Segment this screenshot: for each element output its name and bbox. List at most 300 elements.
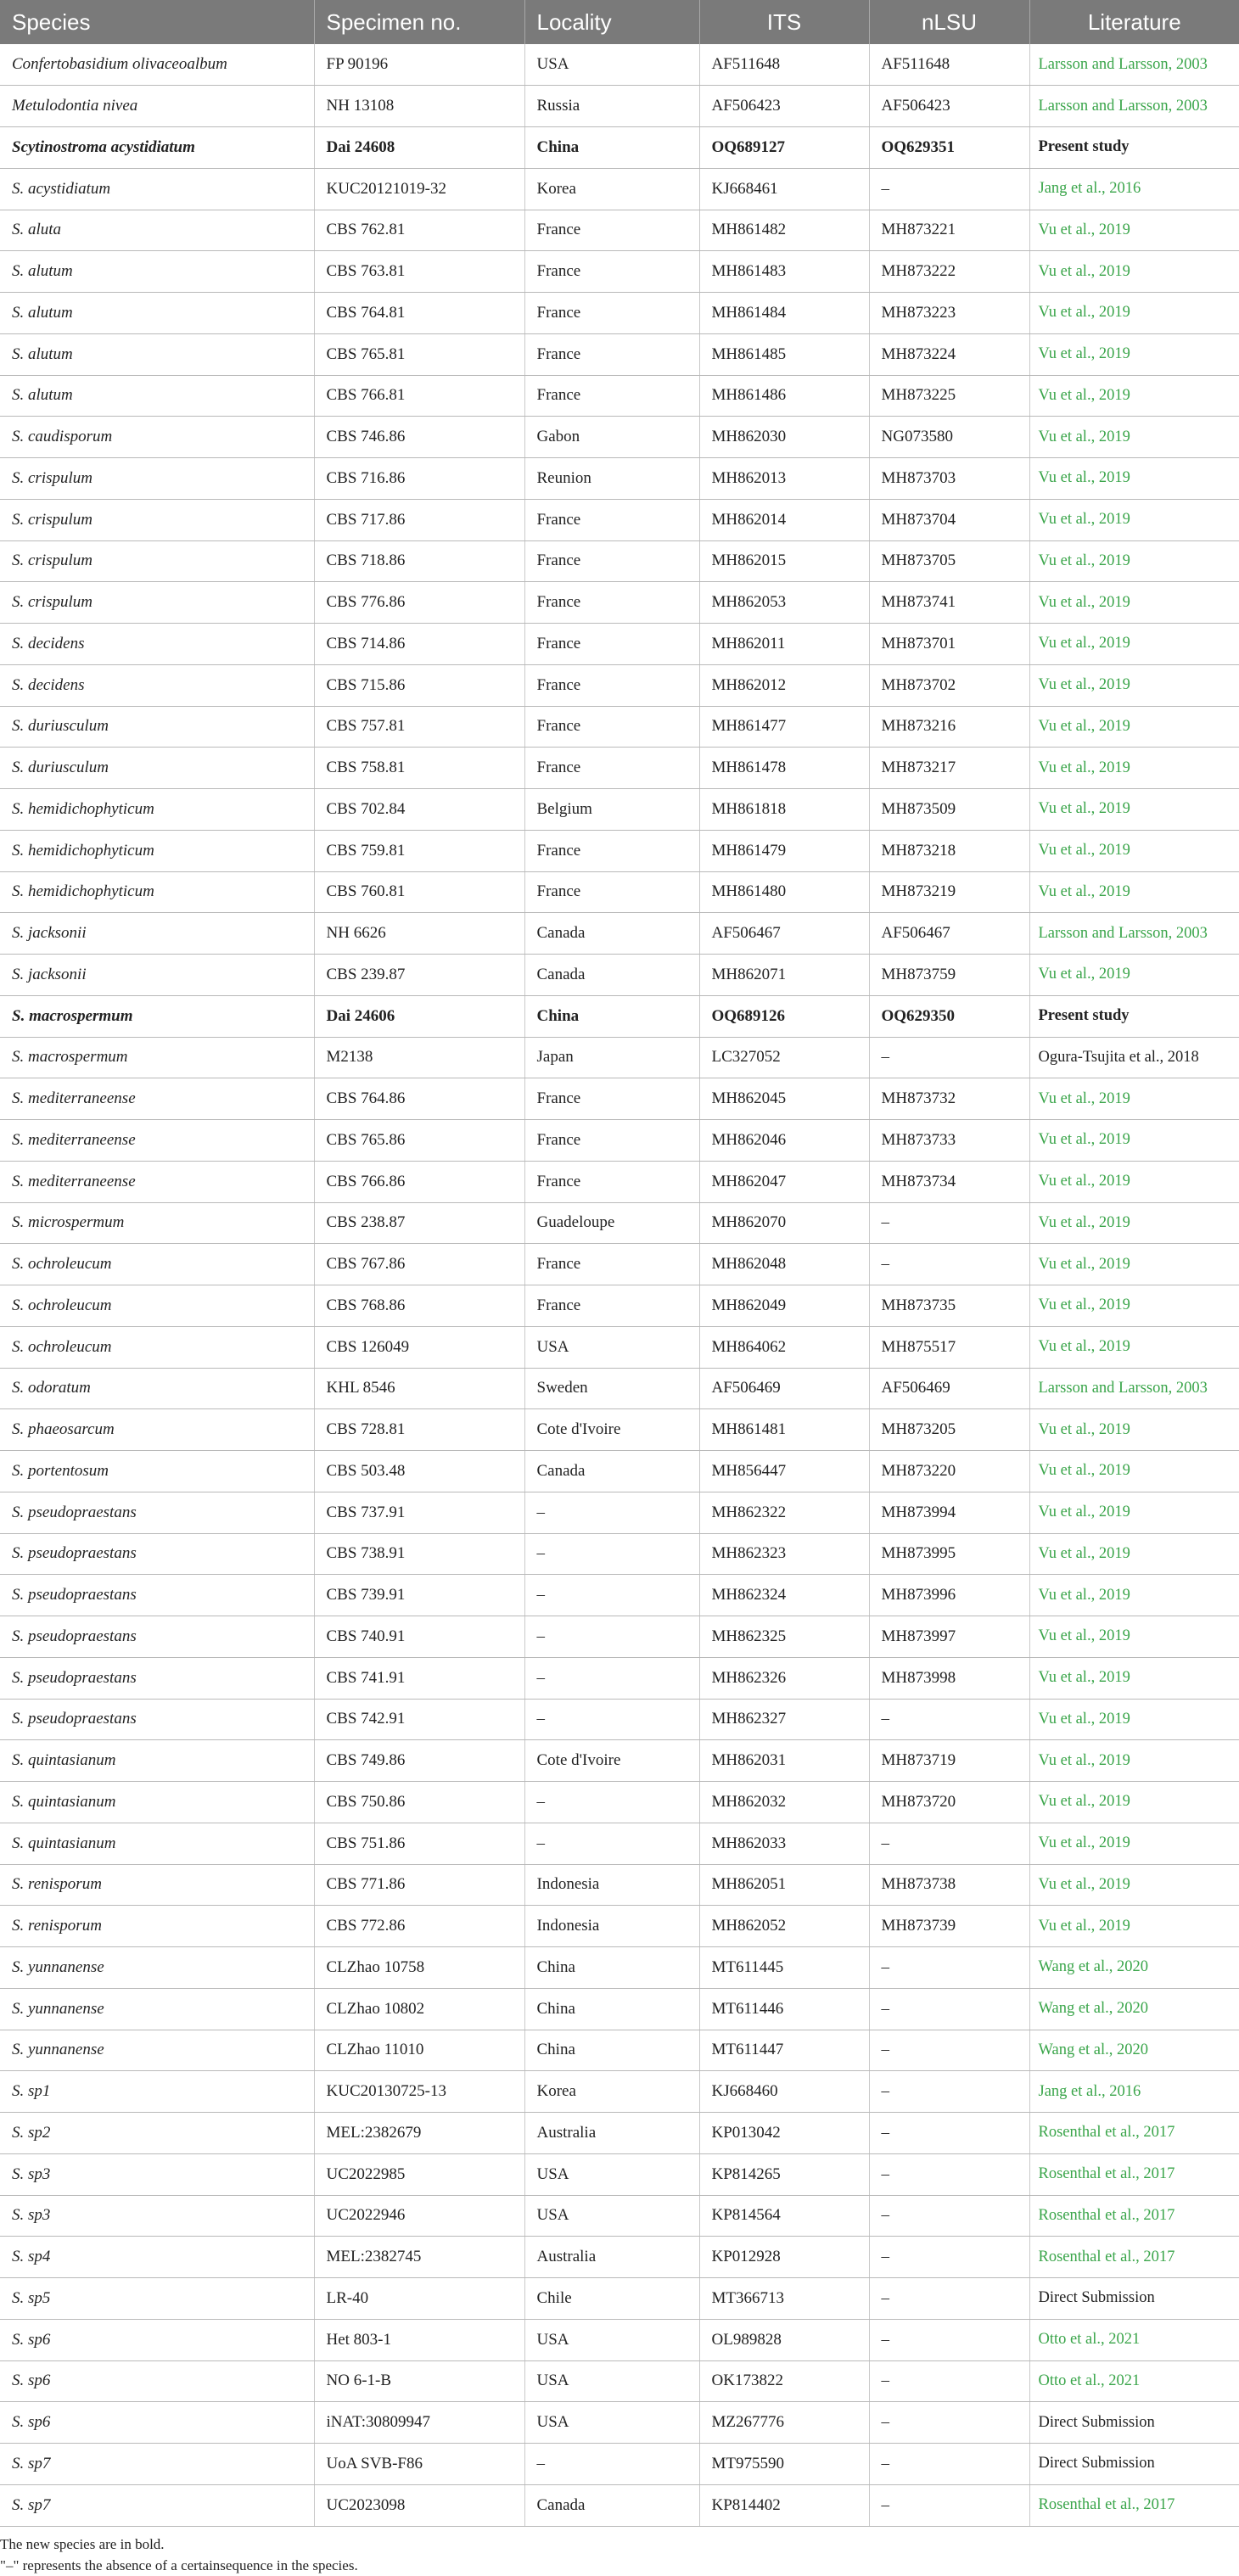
column-header-nlsu: nLSU bbox=[869, 0, 1029, 44]
cell-its: MH856447 bbox=[699, 1451, 869, 1492]
literature-link[interactable]: Vu et al., 2019 bbox=[1038, 1586, 1130, 1604]
cell-species: S. yunnanense bbox=[0, 2030, 314, 2071]
cell-specimen: CLZhao 11010 bbox=[314, 2030, 524, 2071]
cell-specimen: MEL:2382679 bbox=[314, 2113, 524, 2154]
cell-nlsu: MH873704 bbox=[869, 499, 1029, 540]
cell-its: MH861481 bbox=[699, 1409, 869, 1451]
cell-locality: France bbox=[524, 706, 699, 748]
cell-nlsu: MH873701 bbox=[869, 624, 1029, 665]
cell-species: S. sp4 bbox=[0, 2237, 314, 2278]
cell-species: S. renisporum bbox=[0, 1864, 314, 1906]
cell-literature bbox=[1029, 1244, 1239, 1285]
cell-literature bbox=[1029, 2237, 1239, 2278]
cell-nlsu: – bbox=[869, 2030, 1029, 2071]
cell-its: MH861482 bbox=[699, 210, 869, 251]
cell-locality: – bbox=[524, 1575, 699, 1616]
literature-link[interactable]: Jang et al., 2016 bbox=[1038, 180, 1141, 198]
cell-nlsu: MH873739 bbox=[869, 1906, 1029, 1947]
table-row bbox=[0, 748, 1239, 789]
literature-link[interactable]: Rosenthal et al., 2017 bbox=[1038, 2248, 1175, 2265]
cell-literature bbox=[1029, 1492, 1239, 1533]
cell-literature: Present study bbox=[1029, 995, 1239, 1037]
table-row bbox=[0, 251, 1239, 293]
cell-specimen: Het 803-1 bbox=[314, 2319, 524, 2360]
cell-specimen: CBS 737.91 bbox=[314, 1492, 524, 1533]
cell-literature: Direct Submission bbox=[1029, 2402, 1239, 2444]
cell-species: S. duriusculum bbox=[0, 748, 314, 789]
table-row bbox=[0, 168, 1239, 210]
cell-nlsu: MH873997 bbox=[869, 1616, 1029, 1658]
cell-species: S. crispulum bbox=[0, 458, 314, 500]
cell-locality: France bbox=[524, 1120, 699, 1162]
cell-specimen: CBS 760.81 bbox=[314, 871, 524, 913]
table-row bbox=[0, 2071, 1239, 2113]
cell-literature bbox=[1029, 2360, 1239, 2402]
cell-species: S. sp7 bbox=[0, 2444, 314, 2485]
literature-link[interactable]: Rosenthal et al., 2017 bbox=[1038, 2206, 1175, 2224]
cell-species: Confertobasidium olivaceoalbum bbox=[0, 44, 314, 86]
cell-literature bbox=[1029, 1906, 1239, 1947]
cell-specimen: CBS 757.81 bbox=[314, 706, 524, 748]
cell-specimen: CBS 715.86 bbox=[314, 664, 524, 706]
cell-locality: – bbox=[524, 1782, 699, 1823]
cell-specimen: NO 6-1-B bbox=[314, 2360, 524, 2402]
cell-locality: Cote d'Ivoire bbox=[524, 1740, 699, 1782]
cell-locality: Indonesia bbox=[524, 1906, 699, 1947]
cell-literature bbox=[1029, 1326, 1239, 1368]
table-row bbox=[0, 540, 1239, 582]
literature-link[interactable]: Otto et al., 2021 bbox=[1038, 2331, 1141, 2349]
literature-link[interactable]: Vu et al., 2019 bbox=[1038, 1089, 1130, 1107]
cell-literature bbox=[1029, 499, 1239, 540]
cell-its: LC327052 bbox=[699, 1037, 869, 1078]
table-row bbox=[0, 2278, 1239, 2320]
cell-nlsu: – bbox=[869, 2113, 1029, 2154]
table-row bbox=[0, 2113, 1239, 2154]
literature-link[interactable]: Vu et al., 2019 bbox=[1038, 1420, 1130, 1438]
cell-nlsu: – bbox=[869, 2360, 1029, 2402]
cell-specimen: Dai 24608 bbox=[314, 127, 524, 169]
cell-its: KP814564 bbox=[699, 2195, 869, 2237]
cell-its: OL989828 bbox=[699, 2319, 869, 2360]
cell-species: S. quintasianum bbox=[0, 1740, 314, 1782]
cell-nlsu: MH873223 bbox=[869, 293, 1029, 334]
cell-specimen: CBS 759.81 bbox=[314, 830, 524, 871]
cell-literature bbox=[1029, 1368, 1239, 1409]
cell-specimen: UC2023098 bbox=[314, 2484, 524, 2526]
cell-species: S. sp7 bbox=[0, 2484, 314, 2526]
literature-link[interactable]: Vu et al., 2019 bbox=[1038, 1296, 1130, 1314]
cell-nlsu: – bbox=[869, 2484, 1029, 2526]
cell-its: AF506467 bbox=[699, 913, 869, 955]
cell-nlsu: MH873733 bbox=[869, 1120, 1029, 1162]
cell-literature bbox=[1029, 2030, 1239, 2071]
cell-locality: Belgium bbox=[524, 789, 699, 831]
cell-specimen: LR-40 bbox=[314, 2278, 524, 2320]
cell-locality: France bbox=[524, 1244, 699, 1285]
cell-nlsu: – bbox=[869, 1988, 1029, 2030]
cell-locality: USA bbox=[524, 2195, 699, 2237]
table-row bbox=[0, 127, 1239, 169]
literature-link[interactable]: Vu et al., 2019 bbox=[1038, 1338, 1130, 1356]
literature-link[interactable]: Vu et al., 2019 bbox=[1038, 345, 1130, 363]
cell-specimen: M2138 bbox=[314, 1037, 524, 1078]
cell-literature bbox=[1029, 293, 1239, 334]
cell-its: MH862014 bbox=[699, 499, 869, 540]
cell-literature bbox=[1029, 540, 1239, 582]
cell-specimen: CBS 772.86 bbox=[314, 1906, 524, 1947]
footnote-bold: The new species are in bold. bbox=[0, 2536, 165, 2552]
cell-nlsu: – bbox=[869, 2153, 1029, 2195]
literature-link[interactable]: Wang et al., 2020 bbox=[1038, 2000, 1149, 2018]
cell-literature bbox=[1029, 210, 1239, 251]
cell-species: S. sp6 bbox=[0, 2319, 314, 2360]
literature-link[interactable]: Larsson and Larsson, 2003 bbox=[1038, 97, 1208, 115]
cell-nlsu: – bbox=[869, 2237, 1029, 2278]
cell-locality: – bbox=[524, 1699, 699, 1740]
cell-nlsu: AF511648 bbox=[869, 44, 1029, 86]
cell-its: MH862049 bbox=[699, 1285, 869, 1327]
cell-literature bbox=[1029, 664, 1239, 706]
cell-its: MH862070 bbox=[699, 1202, 869, 1244]
cell-locality: Australia bbox=[524, 2237, 699, 2278]
cell-specimen: CLZhao 10758 bbox=[314, 1947, 524, 1989]
cell-nlsu: MH873220 bbox=[869, 1451, 1029, 1492]
cell-locality: France bbox=[524, 1078, 699, 1120]
cell-its: MH861486 bbox=[699, 375, 869, 417]
cell-species: S. alutum bbox=[0, 293, 314, 334]
cell-nlsu: – bbox=[869, 168, 1029, 210]
cell-specimen: CBS 739.91 bbox=[314, 1575, 524, 1616]
column-header-species: Species bbox=[0, 0, 314, 44]
cell-literature bbox=[1029, 251, 1239, 293]
table-row bbox=[0, 86, 1239, 127]
cell-species: S. crispulum bbox=[0, 582, 314, 624]
cell-locality: Cote d'Ivoire bbox=[524, 1409, 699, 1451]
cell-specimen: CBS 750.86 bbox=[314, 1782, 524, 1823]
cell-nlsu: MH873509 bbox=[869, 789, 1029, 831]
cell-locality: USA bbox=[524, 1326, 699, 1368]
cell-locality: France bbox=[524, 375, 699, 417]
cell-its: MH861478 bbox=[699, 748, 869, 789]
cell-species: S. aluta bbox=[0, 210, 314, 251]
cell-literature: Direct Submission bbox=[1029, 2278, 1239, 2320]
cell-its: MH862046 bbox=[699, 1120, 869, 1162]
cell-literature bbox=[1029, 1533, 1239, 1575]
cell-species: S. hemidichophyticum bbox=[0, 830, 314, 871]
cell-literature bbox=[1029, 1120, 1239, 1162]
cell-species: S. jacksonii bbox=[0, 913, 314, 955]
literature-link[interactable]: Vu et al., 2019 bbox=[1038, 469, 1130, 487]
literature-link[interactable]: Vu et al., 2019 bbox=[1038, 676, 1130, 694]
cell-its: AF511648 bbox=[699, 44, 869, 86]
cell-specimen: UoA SVB-F86 bbox=[314, 2444, 524, 2485]
cell-specimen: CBS 702.84 bbox=[314, 789, 524, 831]
column-header-specimen: Specimen no. bbox=[314, 0, 524, 44]
literature-link[interactable]: Vu et al., 2019 bbox=[1038, 1793, 1130, 1811]
cell-literature: Present study bbox=[1029, 127, 1239, 169]
cell-its: MT611446 bbox=[699, 1988, 869, 2030]
cell-species: S. portentosum bbox=[0, 1451, 314, 1492]
literature-link[interactable]: Otto et al., 2021 bbox=[1038, 2372, 1141, 2389]
cell-locality: Indonesia bbox=[524, 1864, 699, 1906]
table-row bbox=[0, 1823, 1239, 1864]
cell-its: MH862048 bbox=[699, 1244, 869, 1285]
cell-specimen: MEL:2382745 bbox=[314, 2237, 524, 2278]
cell-locality: France bbox=[524, 293, 699, 334]
literature-link[interactable]: Larsson and Larsson, 2003 bbox=[1038, 1379, 1208, 1397]
cell-specimen: CBS 716.86 bbox=[314, 458, 524, 500]
literature-link[interactable]: Vu et al., 2019 bbox=[1038, 759, 1130, 776]
literature-link[interactable]: Vu et al., 2019 bbox=[1038, 593, 1130, 611]
cell-nlsu: MH873998 bbox=[869, 1657, 1029, 1699]
cell-literature bbox=[1029, 1616, 1239, 1658]
cell-its: MH862323 bbox=[699, 1533, 869, 1575]
cell-nlsu: MH873732 bbox=[869, 1078, 1029, 1120]
cell-nlsu: AF506469 bbox=[869, 1368, 1029, 1409]
cell-nlsu: MH873996 bbox=[869, 1575, 1029, 1616]
table-row bbox=[0, 2360, 1239, 2402]
cell-its: KP012928 bbox=[699, 2237, 869, 2278]
cell-its: MH861485 bbox=[699, 333, 869, 375]
cell-nlsu: MH873734 bbox=[869, 1161, 1029, 1202]
cell-locality: Russia bbox=[524, 86, 699, 127]
cell-literature bbox=[1029, 1078, 1239, 1120]
cell-its: MH862012 bbox=[699, 664, 869, 706]
table-row bbox=[0, 375, 1239, 417]
cell-specimen: CBS 771.86 bbox=[314, 1864, 524, 1906]
cell-nlsu: – bbox=[869, 1244, 1029, 1285]
cell-nlsu: MH873218 bbox=[869, 830, 1029, 871]
table-row bbox=[0, 417, 1239, 458]
table-row bbox=[0, 2484, 1239, 2526]
table-row bbox=[0, 1657, 1239, 1699]
cell-its: OQ689126 bbox=[699, 995, 869, 1037]
literature-link[interactable]: Vu et al., 2019 bbox=[1038, 552, 1130, 569]
cell-literature bbox=[1029, 44, 1239, 86]
literature-link[interactable]: Vu et al., 2019 bbox=[1038, 221, 1130, 238]
table-row bbox=[0, 871, 1239, 913]
literature-link[interactable]: Vu et al., 2019 bbox=[1038, 1710, 1130, 1728]
cell-species: S. pseudopraestans bbox=[0, 1575, 314, 1616]
literature-link[interactable]: Vu et al., 2019 bbox=[1038, 800, 1130, 818]
table-row bbox=[0, 2319, 1239, 2360]
table-row bbox=[0, 499, 1239, 540]
cell-nlsu: – bbox=[869, 2402, 1029, 2444]
cell-specimen: CBS 763.81 bbox=[314, 251, 524, 293]
cell-its: MH861480 bbox=[699, 871, 869, 913]
cell-species: S. yunnanense bbox=[0, 1947, 314, 1989]
cell-literature bbox=[1029, 2195, 1239, 2237]
cell-specimen: UC2022946 bbox=[314, 2195, 524, 2237]
cell-nlsu: OQ629351 bbox=[869, 127, 1029, 169]
literature-link[interactable]: Rosenthal et al., 2017 bbox=[1038, 2165, 1175, 2183]
literature-link[interactable]: Vu et al., 2019 bbox=[1038, 1669, 1130, 1687]
cell-species: S. sp6 bbox=[0, 2402, 314, 2444]
cell-locality: France bbox=[524, 499, 699, 540]
table-row bbox=[0, 2030, 1239, 2071]
cell-species: S. sp1 bbox=[0, 2071, 314, 2113]
column-header-locality: Locality bbox=[524, 0, 699, 44]
cell-literature bbox=[1029, 1699, 1239, 1740]
cell-specimen: CBS 238.87 bbox=[314, 1202, 524, 1244]
table-row bbox=[0, 1368, 1239, 1409]
cell-its: MH862013 bbox=[699, 458, 869, 500]
cell-species: S. decidens bbox=[0, 624, 314, 665]
cell-literature bbox=[1029, 2319, 1239, 2360]
cell-locality: Gabon bbox=[524, 417, 699, 458]
literature-link[interactable]: Vu et al., 2019 bbox=[1038, 1544, 1130, 1562]
cell-locality: Australia bbox=[524, 2113, 699, 2154]
cell-literature bbox=[1029, 1947, 1239, 1989]
cell-nlsu: – bbox=[869, 1699, 1029, 1740]
cell-specimen: KUC20121019-32 bbox=[314, 168, 524, 210]
cell-its: MT366713 bbox=[699, 2278, 869, 2320]
literature-link[interactable]: Vu et al., 2019 bbox=[1038, 1751, 1130, 1769]
cell-its: KJ668461 bbox=[699, 168, 869, 210]
table-row bbox=[0, 1533, 1239, 1575]
cell-its: MH861484 bbox=[699, 293, 869, 334]
literature-link[interactable]: Vu et al., 2019 bbox=[1038, 1917, 1130, 1935]
literature-link[interactable]: Vu et al., 2019 bbox=[1038, 882, 1130, 900]
literature-link[interactable]: Vu et al., 2019 bbox=[1038, 1834, 1130, 1852]
cell-species: S. caudisporum bbox=[0, 417, 314, 458]
literature-link[interactable]: Vu et al., 2019 bbox=[1038, 635, 1130, 652]
cell-species: S. alutum bbox=[0, 333, 314, 375]
table-row bbox=[0, 1409, 1239, 1451]
cell-specimen: NH 13108 bbox=[314, 86, 524, 127]
cell-locality: Canada bbox=[524, 955, 699, 996]
cell-specimen: CBS 764.81 bbox=[314, 293, 524, 334]
cell-literature bbox=[1029, 1864, 1239, 1906]
literature-link[interactable]: Vu et al., 2019 bbox=[1038, 428, 1130, 445]
literature-link[interactable]: Vu et al., 2019 bbox=[1038, 1173, 1130, 1190]
literature-link[interactable]: Wang et al., 2020 bbox=[1038, 1958, 1149, 1976]
cell-specimen: iNAT:30809947 bbox=[314, 2402, 524, 2444]
literature-link[interactable]: Vu et al., 2019 bbox=[1038, 966, 1130, 983]
table-row bbox=[0, 1451, 1239, 1492]
cell-locality: France bbox=[524, 582, 699, 624]
literature-link[interactable]: Vu et al., 2019 bbox=[1038, 262, 1130, 280]
cell-species: S. duriusculum bbox=[0, 706, 314, 748]
literature-link[interactable]: Vu et al., 2019 bbox=[1038, 842, 1130, 860]
cell-locality: France bbox=[524, 664, 699, 706]
table-body bbox=[0, 44, 1239, 2526]
table-row bbox=[0, 1120, 1239, 1162]
cell-specimen: CBS 749.86 bbox=[314, 1740, 524, 1782]
literature-link[interactable]: Vu et al., 2019 bbox=[1038, 1131, 1130, 1149]
cell-literature bbox=[1029, 1575, 1239, 1616]
cell-locality: France bbox=[524, 1161, 699, 1202]
cell-its: MT611445 bbox=[699, 1947, 869, 1989]
cell-literature bbox=[1029, 1161, 1239, 1202]
cell-specimen: Dai 24606 bbox=[314, 995, 524, 1037]
literature-link[interactable]: Vu et al., 2019 bbox=[1038, 386, 1130, 404]
table-row bbox=[0, 1864, 1239, 1906]
table-row bbox=[0, 2237, 1239, 2278]
literature-link[interactable]: Wang et al., 2020 bbox=[1038, 2041, 1149, 2058]
cell-literature bbox=[1029, 333, 1239, 375]
cell-nlsu: MH873224 bbox=[869, 333, 1029, 375]
literature-link[interactable]: Vu et al., 2019 bbox=[1038, 717, 1130, 735]
table-row bbox=[0, 1947, 1239, 1989]
literature-link[interactable]: Vu et al., 2019 bbox=[1038, 304, 1130, 322]
cell-literature bbox=[1029, 871, 1239, 913]
literature-link[interactable]: Larsson and Larsson, 2003 bbox=[1038, 924, 1208, 942]
cell-locality: Canada bbox=[524, 2484, 699, 2526]
cell-species: S. macrospermum bbox=[0, 1037, 314, 1078]
cell-its: MH864062 bbox=[699, 1326, 869, 1368]
literature-link[interactable]: Vu et al., 2019 bbox=[1038, 1627, 1130, 1645]
cell-literature bbox=[1029, 2153, 1239, 2195]
table-row bbox=[0, 1575, 1239, 1616]
literature-link[interactable]: Vu et al., 2019 bbox=[1038, 1255, 1130, 1273]
literature-link[interactable]: Vu et al., 2019 bbox=[1038, 1462, 1130, 1480]
column-header-its: ITS bbox=[699, 0, 869, 44]
cell-species: S. ochroleucum bbox=[0, 1326, 314, 1368]
literature-link[interactable]: Jang et al., 2016 bbox=[1038, 2082, 1141, 2100]
cell-locality: – bbox=[524, 1492, 699, 1533]
cell-locality: France bbox=[524, 748, 699, 789]
cell-locality: USA bbox=[524, 2360, 699, 2402]
table-row bbox=[0, 2402, 1239, 2444]
cell-locality: France bbox=[524, 210, 699, 251]
cell-literature bbox=[1029, 2113, 1239, 2154]
cell-literature: Ogura-Tsujita et al., 2018 bbox=[1029, 1037, 1239, 1078]
cell-nlsu: MH873738 bbox=[869, 1864, 1029, 1906]
cell-locality: France bbox=[524, 540, 699, 582]
table-row bbox=[0, 1492, 1239, 1533]
cell-literature bbox=[1029, 955, 1239, 996]
literature-link[interactable]: Vu et al., 2019 bbox=[1038, 1213, 1130, 1231]
table-row bbox=[0, 1988, 1239, 2030]
cell-specimen: CBS 762.81 bbox=[314, 210, 524, 251]
cell-specimen: CBS 126049 bbox=[314, 1326, 524, 1368]
cell-its: MH862030 bbox=[699, 417, 869, 458]
cell-specimen: CBS 766.81 bbox=[314, 375, 524, 417]
cell-species: S. mediterraneense bbox=[0, 1161, 314, 1202]
cell-its: AF506469 bbox=[699, 1368, 869, 1409]
cell-specimen: CBS 714.86 bbox=[314, 624, 524, 665]
cell-nlsu: MH873702 bbox=[869, 664, 1029, 706]
cell-nlsu: – bbox=[869, 2278, 1029, 2320]
table-row bbox=[0, 1740, 1239, 1782]
literature-link[interactable]: Rosenthal et al., 2017 bbox=[1038, 2124, 1175, 2142]
cell-locality: China bbox=[524, 2030, 699, 2071]
cell-its: MH862053 bbox=[699, 582, 869, 624]
cell-its: MH862326 bbox=[699, 1657, 869, 1699]
cell-specimen: CBS 767.86 bbox=[314, 1244, 524, 1285]
literature-link[interactable]: Vu et al., 2019 bbox=[1038, 1504, 1130, 1521]
cell-nlsu: MH873741 bbox=[869, 582, 1029, 624]
cell-literature bbox=[1029, 789, 1239, 831]
literature-link[interactable]: Larsson and Larsson, 2003 bbox=[1038, 55, 1208, 73]
cell-specimen: CBS 746.86 bbox=[314, 417, 524, 458]
cell-specimen: CBS 751.86 bbox=[314, 1823, 524, 1864]
literature-link[interactable]: Vu et al., 2019 bbox=[1038, 1875, 1130, 1893]
cell-specimen: CLZhao 10802 bbox=[314, 1988, 524, 2030]
literature-link[interactable]: Rosenthal et al., 2017 bbox=[1038, 2496, 1175, 2514]
cell-species: S. pseudopraestans bbox=[0, 1699, 314, 1740]
cell-its: MH861818 bbox=[699, 789, 869, 831]
cell-species: S. crispulum bbox=[0, 540, 314, 582]
literature-link[interactable]: Vu et al., 2019 bbox=[1038, 511, 1130, 529]
cell-species: S. microspermum bbox=[0, 1202, 314, 1244]
cell-nlsu: MH875517 bbox=[869, 1326, 1029, 1368]
cell-its: MH862032 bbox=[699, 1782, 869, 1823]
cell-species: S. yunnanense bbox=[0, 1988, 314, 2030]
cell-specimen: CBS 738.91 bbox=[314, 1533, 524, 1575]
